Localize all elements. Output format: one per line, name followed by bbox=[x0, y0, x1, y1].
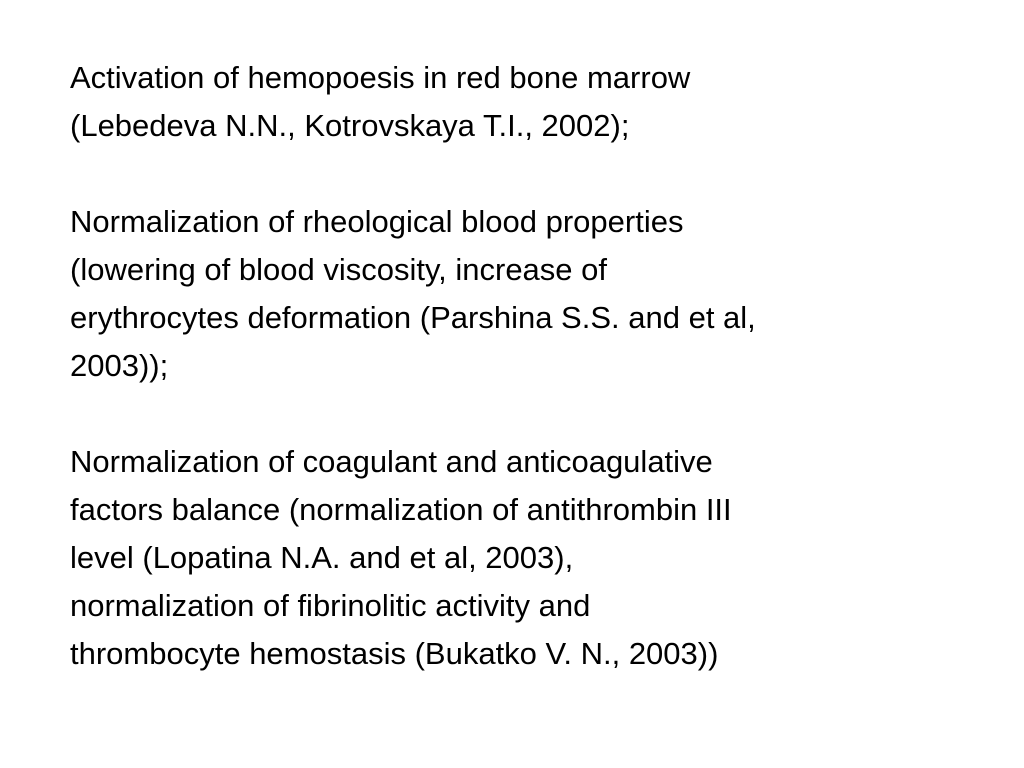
paragraph-hemopoesis bbox=[70, 54, 970, 150]
text-line: (Lebedeva N.N., Kotrovskaya T.I., 2002); bbox=[70, 108, 630, 143]
slide-body bbox=[70, 54, 970, 678]
text-line: erythrocytes deformation (Parshina S.S. and et al, bbox=[70, 300, 756, 335]
text-line: Normalization of coagulant and anticoagulative bbox=[70, 444, 713, 479]
paragraph-rheological bbox=[70, 198, 970, 390]
text-line: level (Lopatina N.A. and et al, 2003), bbox=[70, 540, 574, 575]
text-line: normalization of fibrinolitic activity and bbox=[70, 588, 591, 623]
text-line: thrombocyte hemostasis (Bukatko V. N., 2003)) bbox=[70, 636, 719, 671]
text-line: Normalization of rheological blood properties bbox=[70, 204, 684, 239]
text-line: Activation of hemopoesis in red bone marrow bbox=[70, 60, 691, 95]
text-line: factors balance (normalization of antithrombin III bbox=[70, 492, 732, 527]
paragraph-coagulation bbox=[70, 438, 970, 678]
text-line: (lowering of blood viscosity, increase of bbox=[70, 252, 608, 287]
text-line: 2003)); bbox=[70, 348, 169, 383]
